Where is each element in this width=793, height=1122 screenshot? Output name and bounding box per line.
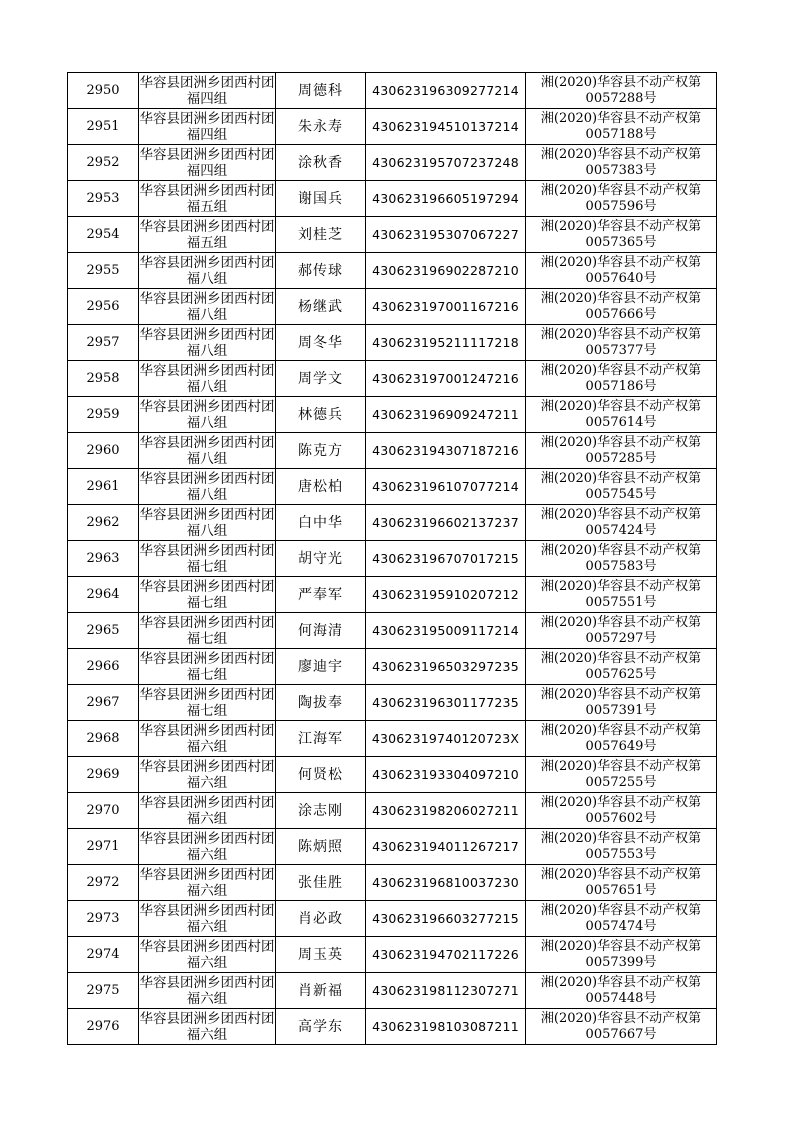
- table-row: [68, 505, 717, 541]
- row-number-cell: 2957: [68, 325, 139, 361]
- id-number-cell: 430623196603277215: [366, 901, 526, 937]
- id-number-cell: 430623196602137237: [366, 505, 526, 541]
- location-cell: 华容县团洲乡团西村团福六组: [139, 722, 275, 755]
- owner-name-cell: 涂志刚: [276, 793, 366, 829]
- row-number-cell: 2972: [68, 865, 139, 901]
- table-row: [68, 577, 717, 613]
- id-number-cell: 430623196107077214: [366, 469, 526, 505]
- id-number-cell: 430623195307067227: [366, 217, 526, 253]
- owner-name-cell: 谢国兵: [276, 181, 366, 217]
- row-number-cell: 2954: [68, 217, 139, 253]
- owner-name-cell: 朱永寿: [276, 109, 366, 145]
- owner-name-cell: 江海军: [276, 721, 366, 757]
- certificate-number-cell: 湘(2020)华容县不动产权第0057365号: [526, 217, 717, 253]
- id-number-cell: 430623194510137214: [366, 109, 526, 145]
- certificate-number-cell: 湘(2020)华容县不动产权第0057553号: [526, 829, 717, 865]
- id-number-cell: 430623196503297235: [366, 649, 526, 685]
- owner-name-cell: 白中华: [276, 505, 366, 541]
- id-number-cell: 430623196810037230: [366, 865, 526, 901]
- certificate-number-cell: 湘(2020)华容县不动产权第0057602号: [526, 793, 717, 829]
- owner-name-cell: 高学东: [276, 1009, 366, 1045]
- table-row: [68, 397, 717, 433]
- table-row: [68, 469, 717, 505]
- table-row: [68, 217, 717, 253]
- table-row: [68, 901, 717, 937]
- owner-name-cell: 周学文: [276, 361, 366, 397]
- owner-name-cell: 何贤松: [276, 757, 366, 793]
- location-cell: 华容县团洲乡团西村团福八组: [139, 362, 275, 395]
- id-number-cell: 430623194702117226: [366, 937, 526, 973]
- owner-name-cell: 肖必政: [276, 901, 366, 937]
- owner-name-cell: 何海清: [276, 613, 366, 649]
- location-cell: 华容县团洲乡团西村团福六组: [139, 830, 275, 863]
- location-cell: 华容县团洲乡团西村团福五组: [139, 218, 275, 251]
- owner-name-cell: 胡守光: [276, 541, 366, 577]
- row-number-cell: 2955: [68, 253, 139, 289]
- certificate-number-cell: 湘(2020)华容县不动产权第0057614号: [526, 397, 717, 433]
- row-number-cell: 2958: [68, 361, 139, 397]
- row-number-cell: 2959: [68, 397, 139, 433]
- row-number-cell: 2952: [68, 145, 139, 181]
- certificate-number-cell: 湘(2020)华容县不动产权第0057424号: [526, 505, 717, 541]
- table-row: [68, 757, 717, 793]
- table-row: [68, 361, 717, 397]
- certificate-number-cell: 湘(2020)华容县不动产权第0057391号: [526, 685, 717, 721]
- owner-name-cell: 郝传球: [276, 253, 366, 289]
- owner-name-cell: 周德科: [276, 73, 366, 109]
- certificate-number-cell: 湘(2020)华容县不动产权第0057666号: [526, 289, 717, 325]
- certificate-number-cell: 湘(2020)华容县不动产权第0057649号: [526, 721, 717, 757]
- row-number-cell: 2968: [68, 721, 139, 757]
- id-number-cell: 430623195910207212: [366, 577, 526, 613]
- owner-name-cell: 刘桂芝: [276, 217, 366, 253]
- row-number-cell: 2971: [68, 829, 139, 865]
- table-row: [68, 253, 717, 289]
- owner-name-cell: 陈克方: [276, 433, 366, 469]
- location-cell: 华容县团洲乡团西村团福八组: [139, 290, 275, 323]
- row-number-cell: 2961: [68, 469, 139, 505]
- table-row: [68, 541, 717, 577]
- row-number-cell: 2965: [68, 613, 139, 649]
- location-cell: 华容县团洲乡团西村团福七组: [139, 650, 275, 683]
- certificate-number-cell: 湘(2020)华容县不动产权第0057545号: [526, 469, 717, 505]
- row-number-cell: 2976: [68, 1009, 139, 1045]
- owner-name-cell: 周冬华: [276, 325, 366, 361]
- location-cell: 华容县团洲乡团西村团福七组: [139, 542, 275, 575]
- table-row: [68, 109, 717, 145]
- id-number-cell: 430623195707237248: [366, 145, 526, 181]
- owner-name-cell: 唐松柏: [276, 469, 366, 505]
- owner-name-cell: 杨继武: [276, 289, 366, 325]
- location-cell: 华容县团洲乡团西村团福八组: [139, 434, 275, 467]
- table-row: [68, 289, 717, 325]
- table-row: [68, 73, 717, 109]
- location-cell: 华容县团洲乡团西村团福六组: [139, 902, 275, 935]
- certificate-number-cell: 湘(2020)华容县不动产权第0057640号: [526, 253, 717, 289]
- id-number-cell: 430623197001247216: [366, 361, 526, 397]
- row-number-cell: 2970: [68, 793, 139, 829]
- location-cell: 华容县团洲乡团西村团福八组: [139, 506, 275, 539]
- location-cell: 华容县团洲乡团西村团福七组: [139, 686, 275, 719]
- certificate-number-cell: 湘(2020)华容县不动产权第0057255号: [526, 757, 717, 793]
- table-row: [68, 649, 717, 685]
- id-number-cell: 430623196909247211: [366, 397, 526, 433]
- table-row: [68, 145, 717, 181]
- location-cell: 华容县团洲乡团西村团福五组: [139, 182, 275, 215]
- owner-name-cell: 陶拔奉: [276, 685, 366, 721]
- location-cell: 华容县团洲乡团西村团福八组: [139, 398, 275, 431]
- certificate-number-cell: 湘(2020)华容县不动产权第0057551号: [526, 577, 717, 613]
- certificate-number-cell: 湘(2020)华容县不动产权第0057285号: [526, 433, 717, 469]
- owner-name-cell: 廖迪宇: [276, 649, 366, 685]
- table-row: [68, 829, 717, 865]
- owner-name-cell: 涂秋香: [276, 145, 366, 181]
- id-number-cell: 430623198103087211: [366, 1009, 526, 1045]
- location-cell: 华容县团洲乡团西村团福四组: [139, 110, 275, 143]
- row-number-cell: 2956: [68, 289, 139, 325]
- row-number-cell: 2951: [68, 109, 139, 145]
- certificate-number-cell: 湘(2020)华容县不动产权第0057596号: [526, 181, 717, 217]
- location-cell: 华容县团洲乡团西村团福八组: [139, 470, 275, 503]
- table-row: [68, 793, 717, 829]
- location-cell: 华容县团洲乡团西村团福六组: [139, 758, 275, 791]
- location-cell: 华容县团洲乡团西村团福六组: [139, 866, 275, 899]
- table-row: [68, 325, 717, 361]
- certificate-number-cell: 湘(2020)华容县不动产权第0057651号: [526, 865, 717, 901]
- id-number-cell: 430623196301177235: [366, 685, 526, 721]
- location-cell: 华容县团洲乡团西村团福六组: [139, 1010, 275, 1043]
- row-number-cell: 2973: [68, 901, 139, 937]
- location-cell: 华容县团洲乡团西村团福八组: [139, 254, 275, 287]
- row-number-cell: 2964: [68, 577, 139, 613]
- certificate-number-cell: 湘(2020)华容县不动产权第0057383号: [526, 145, 717, 181]
- certificate-number-cell: 湘(2020)华容县不动产权第0057448号: [526, 973, 717, 1009]
- row-number-cell: 2950: [68, 73, 139, 109]
- certificate-number-cell: 湘(2020)华容县不动产权第0057667号: [526, 1009, 717, 1045]
- location-cell: 华容县团洲乡团西村团福四组: [139, 146, 275, 179]
- row-number-cell: 2962: [68, 505, 139, 541]
- id-number-cell: 430623194011267217: [366, 829, 526, 865]
- location-cell: 华容县团洲乡团西村团福六组: [139, 938, 275, 971]
- row-number-cell: 2975: [68, 973, 139, 1009]
- table-row: [68, 973, 717, 1009]
- owner-name-cell: 肖新福: [276, 973, 366, 1009]
- id-number-cell: 430623198206027211: [366, 793, 526, 829]
- certificate-number-cell: 湘(2020)华容县不动产权第0057399号: [526, 937, 717, 973]
- location-cell: 华容县团洲乡团西村团福四组: [139, 74, 275, 107]
- location-cell: 华容县团洲乡团西村团福七组: [139, 578, 275, 611]
- table-row: [68, 865, 717, 901]
- id-number-cell: 430623194307187216: [366, 433, 526, 469]
- owner-name-cell: 陈炳照: [276, 829, 366, 865]
- owner-name-cell: 张佳胜: [276, 865, 366, 901]
- certificate-number-cell: 湘(2020)华容县不动产权第0057297号: [526, 613, 717, 649]
- row-number-cell: 2953: [68, 181, 139, 217]
- certificate-number-cell: 湘(2020)华容县不动产权第0057186号: [526, 361, 717, 397]
- row-number-cell: 2960: [68, 433, 139, 469]
- table-row: [68, 613, 717, 649]
- property-registry-table: [67, 72, 717, 1045]
- owner-name-cell: 林德兵: [276, 397, 366, 433]
- certificate-number-cell: 湘(2020)华容县不动产权第0057474号: [526, 901, 717, 937]
- id-number-cell: 430623197001167216: [366, 289, 526, 325]
- owner-name-cell: 周玉英: [276, 937, 366, 973]
- row-number-cell: 2969: [68, 757, 139, 793]
- certificate-number-cell: 湘(2020)华容县不动产权第0057188号: [526, 109, 717, 145]
- table-row: [68, 937, 717, 973]
- id-number-cell: 43062319740120723X: [366, 721, 526, 757]
- id-number-cell: 430623195211117218: [366, 325, 526, 361]
- location-cell: 华容县团洲乡团西村团福六组: [139, 974, 275, 1007]
- location-cell: 华容县团洲乡团西村团福八组: [139, 326, 275, 359]
- certificate-number-cell: 湘(2020)华容县不动产权第0057625号: [526, 649, 717, 685]
- table-row: [68, 181, 717, 217]
- id-number-cell: 430623196605197294: [366, 181, 526, 217]
- id-number-cell: 430623198112307271: [366, 973, 526, 1009]
- table-row: [68, 685, 717, 721]
- registry-table-body: [68, 73, 717, 1045]
- certificate-number-cell: 湘(2020)华容县不动产权第0057377号: [526, 325, 717, 361]
- row-number-cell: 2963: [68, 541, 139, 577]
- location-cell: 华容县团洲乡团西村团福六组: [139, 794, 275, 827]
- row-number-cell: 2966: [68, 649, 139, 685]
- id-number-cell: 430623196707017215: [366, 541, 526, 577]
- table-row: [68, 433, 717, 469]
- id-number-cell: 430623195009117214: [366, 613, 526, 649]
- certificate-number-cell: 湘(2020)华容县不动产权第0057288号: [526, 73, 717, 109]
- row-number-cell: 2974: [68, 937, 139, 973]
- location-cell: 华容县团洲乡团西村团福七组: [139, 614, 275, 647]
- row-number-cell: 2967: [68, 685, 139, 721]
- owner-name-cell: 严奉军: [276, 577, 366, 613]
- id-number-cell: 430623196309277214: [366, 73, 526, 109]
- id-number-cell: 430623196902287210: [366, 253, 526, 289]
- table-row: [68, 1009, 717, 1045]
- table-row: [68, 721, 717, 757]
- id-number-cell: 430623193304097210: [366, 757, 526, 793]
- certificate-number-cell: 湘(2020)华容县不动产权第0057583号: [526, 541, 717, 577]
